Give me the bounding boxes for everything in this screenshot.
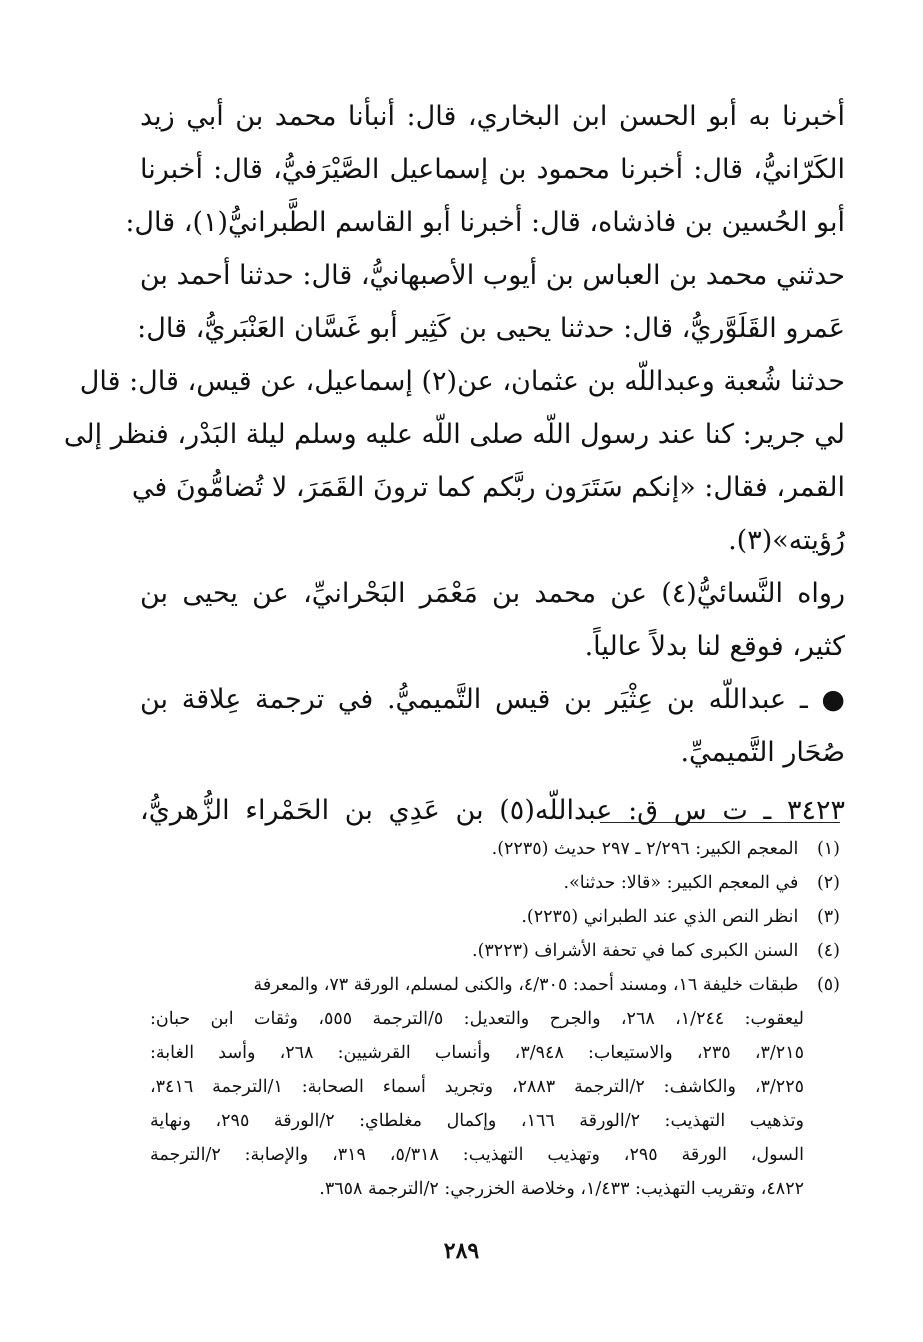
text-line: حدثنا شُعبة وعبداللّه بن عثمان، عن(٢) إسماعيل، عن قيس، قال: قال [79, 366, 845, 397]
footnote-continuation: ليعقوب: ١/٢٤٤، ٢٦٨، والجرح والتعديل: ٥/الترجمة ٥٥٥، وثقات ابن حبان: [150, 1009, 804, 1029]
text-line: رُؤيته»(٣). [728, 525, 845, 556]
entry-heading: ٣٤٢٣ ـ ت س ق: عبداللّه(٥) بن عَدِي بن الحَمْراء الزُّهريُّ، [140, 795, 845, 826]
footnote-text: انظر النص الذي عند الطبراني (٢٢٣٥). [521, 907, 799, 927]
footnote-continuation: وتذهيب التهذيب: ٢/الورقة ١٦٦، وإكمال مغلطاي: ٢/الورقة ٢٩٥، ونهاية [150, 1111, 804, 1131]
footnote-text: السنن الكبرى كما في تحفة الأشراف (٣٢٢٣). [472, 941, 799, 961]
text-line: ● ـ عبداللّه بن عِثْيَر بن قيس التَّميميُّ. في ترجمة عِلاقة بن [140, 684, 845, 715]
text-line: عَمرو القَلَوَّريُّ، قال: حدثنا يحيى بن كَثِير أبو غَسَّان العَنْبَريُّ، قال: [137, 313, 845, 344]
text-line: القمر، فقال: «إنكم سَتَرَون ربَّكم كما ترونَ القَمَرَ، لا تُضامُّونَ في [131, 472, 845, 503]
footnote-text: في المعجم الكبير: «قالا: حدثنا». [563, 873, 799, 893]
footnote-number: (٤) [816, 941, 840, 961]
text-line: كثير، فوقع لنا بدلاً عالياً. [584, 631, 845, 662]
footnote [150, 832, 840, 866]
footnote-number: (١) [816, 839, 840, 859]
footnote [150, 934, 840, 968]
footnote [150, 968, 840, 1002]
footnote-continuation: ٣/٢١٥، ٢٣٥، والاستيعاب: ٣/٩٤٨، وأنساب القرشيين: ٢٦٨، وأسد الغابة: [150, 1043, 804, 1063]
footnote-number: (٣) [816, 907, 840, 927]
footnote-continuation: ٤٨٢٢، وتقريب التهذيب: ١/٤٣٣، وخلاصة الخزرجي: ٢/الترجمة ٣٦٥٨. [319, 1179, 804, 1199]
main-text [63, 90, 845, 837]
text-line: أبو الحُسين بن فاذشاه، قال: أخبرنا أبو القاسم الطَّبرانيُّ(١)، قال: [125, 207, 845, 238]
text-line: لي جرير: كنا عند رسول اللّه صلى اللّه عليه وسلم ليلة البَدْر، فنظر إلى [63, 419, 845, 450]
text-line: رواه النَّسائيُّ(٤) عن محمد بن مَعْمَر البَحْرانيِّ، عن يحيى بن [140, 578, 845, 609]
footnote-separator [600, 822, 840, 823]
text-line: صُحَار التَّميميِّ. [680, 737, 845, 768]
footnote-text: المعجم الكبير: ٢/٢٩٦ ـ ٢٩٧ حديث (٢٢٣٥). [491, 839, 799, 859]
text-line: الكَرّانيُّ، قال: أخبرنا محمود بن إسماعيل الصَّيْرَفيُّ، قال: أخبرنا [140, 154, 845, 185]
footnote-text: طبقات خليفة ١٦، ومسند أحمد: ٤/٣٠٥، والكنى لمسلم، الورقة ٧٣، والمعرفة [253, 975, 799, 995]
footnote [150, 866, 840, 900]
footnote-number: (٢) [816, 873, 840, 893]
text-line: حدثني محمد بن العباس بن أيوب الأصبهانيُّ، قال: حدثنا أحمد بن [139, 260, 845, 291]
footnote-continuation: السول، الورقة ٢٩٥، وتهذيب التهذيب: ٥/٣١٨، ٣١٩، والإصابة: ٢/الترجمة [150, 1145, 804, 1165]
footnote [150, 900, 840, 934]
text-line: أخبرنا به أبو الحسن ابن البخاري، قال: أنبأنا محمد بن أبي زيد [140, 101, 845, 132]
page-number: ٢٨٩ [443, 1238, 480, 1264]
footnotes [150, 832, 840, 1206]
footnote-continuation: ٣/٢٢٥، والكاشف: ٢/الترجمة ٢٨٨٣، وتجريد أسماء الصحابة: ١/الترجمة ٣٤١٦، [150, 1077, 804, 1097]
footnote-number: (٥) [816, 975, 840, 995]
